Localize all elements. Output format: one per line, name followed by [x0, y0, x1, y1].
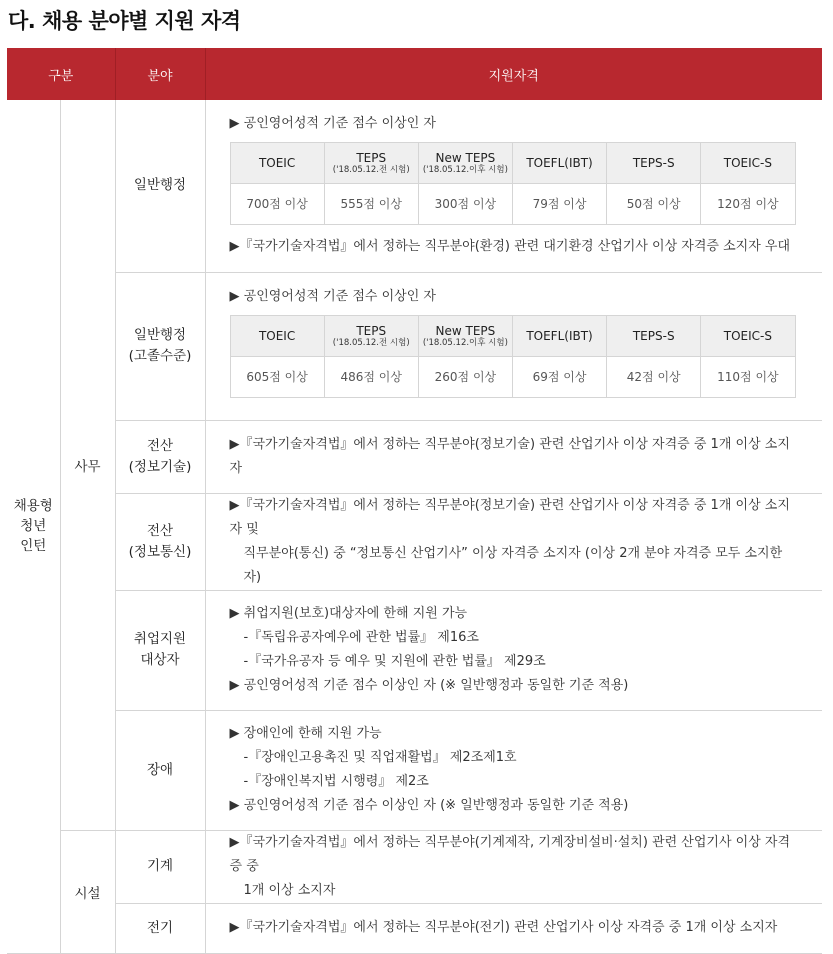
score-test-name: [701, 143, 795, 184]
score-test-name: [418, 143, 512, 184]
group-cell: [7, 100, 60, 953]
score-value: 50점 이상: [607, 184, 701, 225]
test-subnote: ('18.05.12.이후 시험): [422, 165, 508, 176]
requirement-line: ▶ 공인영어성적 기준 점수 이상인 자 (※ 일반행정과 동일한 기준 적용): [229, 798, 629, 813]
score-value-row: [230, 356, 795, 397]
test-name: TEPS: [356, 323, 387, 338]
table-row: [7, 420, 822, 493]
requirement-subline: -『국가유공자 등 예우 및 지원에 관한 법률』 제29조: [243, 654, 546, 669]
requirement-cell: [205, 830, 822, 903]
requirement-cell: [205, 710, 822, 830]
requirement-cell: [205, 100, 822, 272]
table-row: [7, 100, 822, 272]
score-value: 300점 이상: [418, 184, 512, 225]
score-test-name: [324, 143, 418, 184]
group-label-line: 청년: [20, 518, 47, 535]
test-name: New TEPS: [435, 151, 496, 166]
qualification-table: [7, 48, 822, 954]
score-header-row: [230, 143, 795, 184]
requirement-text: ▶『국가기술자격법』에서 정하는 직무분야(정보기술) 관련 산업기사 이상 자격증 중 1개 이상 소지자: [229, 436, 790, 476]
header-gubun: 구분: [7, 48, 115, 100]
qualification-table-wrapper: [7, 48, 822, 954]
score-test-name: [418, 315, 512, 356]
score-value: 486점 이상: [324, 356, 418, 397]
test-name: TOEFL(IBT): [526, 156, 593, 171]
table-row: [7, 710, 822, 830]
requirement-cell: [205, 272, 822, 420]
test-name: TOEFL(IBT): [526, 328, 593, 343]
score-value: 605점 이상: [230, 356, 324, 397]
test-subnote: ('18.05.12.이후 시험): [422, 337, 508, 348]
score-test-name: [324, 315, 418, 356]
requirement-text: ▶『국가기술자격법』에서 정하는 직무분야(기계제작, 기계장비설비·설치) 관련 산업기사 이상 자격증 중: [229, 834, 791, 874]
field-label: 취업지원: [133, 631, 187, 647]
requirement-intro: ▶ 공인영어성적 기준 점수 이상인 자: [229, 116, 436, 132]
group-label-line: 인턴: [20, 538, 47, 555]
test-name: TOEIC-S: [723, 328, 772, 343]
score-test-name: [607, 315, 701, 356]
requirement-intro: ▶ 공인영어성적 기준 점수 이상인 자: [229, 288, 436, 304]
table-header-row: [7, 48, 822, 100]
requirement-subline: -『장애인고용촉진 및 직업재활법』 제2조제1호: [243, 750, 517, 765]
requirement-cell: [205, 903, 822, 953]
score-test-name: [701, 315, 795, 356]
score-test-name: [512, 143, 606, 184]
table-row: [7, 590, 822, 710]
field-label: 전산: [146, 522, 174, 539]
requirement-subline: -『장애인복지법 시행령』 제2조: [243, 774, 429, 789]
score-value: 555점 이상: [324, 184, 418, 225]
test-name: TEPS-S: [632, 328, 675, 343]
score-value: 120점 이상: [701, 184, 795, 225]
header-jagyeok: 지원자격: [205, 48, 822, 100]
test-name: TEPS-S: [632, 156, 675, 171]
requirement-cell: [205, 420, 822, 493]
score-test-name: [230, 143, 324, 184]
score-value: 69점 이상: [512, 356, 606, 397]
score-value: 42점 이상: [607, 356, 701, 397]
field-cell: [115, 590, 205, 710]
table-row: [7, 272, 822, 420]
field-cell: [115, 493, 205, 590]
test-subnote: ('18.05.12.전 시험): [332, 165, 410, 176]
field-cell: 전기: [115, 903, 205, 953]
field-cell: [115, 272, 205, 420]
field-sublabel: (정보기술): [128, 458, 192, 475]
header-bunya: 분야: [115, 48, 205, 100]
test-name: TOEIC: [258, 328, 296, 343]
field-cell: 일반행정: [115, 100, 205, 272]
score-header-row: [230, 315, 795, 356]
requirement-text-cont: 직무분야(통신) 중 “정보통신 산업기사” 이상 자격증 소지자 (이상 2개 분야 자격증 모두 소지한 자): [243, 545, 783, 585]
test-subnote: ('18.05.12.전 시험): [332, 337, 410, 348]
score-table: [230, 142, 796, 225]
table-row: [7, 830, 822, 903]
table-row: [7, 903, 822, 953]
category-siseol: 시설: [60, 830, 115, 953]
test-name: TOEIC-S: [723, 156, 772, 171]
table-row: [7, 493, 822, 590]
requirement-line: ▶ 장애인에 한해 지원 가능: [229, 726, 382, 741]
requirement-text: ▶『국가기술자격법』에서 정하는 직무분야(정보기술) 관련 산업기사 이상 자격증 중 1개 이상 소지자 및: [229, 497, 790, 537]
score-value: 79점 이상: [512, 184, 606, 225]
score-test-name: [230, 315, 324, 356]
requirement-text: ▶『국가기술자격법』에서 정하는 직무분야(전기) 관련 산업기사 이상 자격증 중 1개 이상 소지자: [229, 920, 778, 935]
test-name: New TEPS: [435, 323, 496, 338]
score-value-row: [230, 184, 795, 225]
field-sublabel: (고졸수준): [128, 348, 192, 364]
group-label: [8, 496, 59, 556]
score-table: [230, 315, 796, 398]
requirement-subline: -『독립유공자예우에 관한 법률』 제16조: [243, 630, 479, 645]
group-label-line: 채용형: [13, 498, 53, 515]
score-value: 110점 이상: [701, 356, 795, 397]
field-sublabel: (정보통신): [128, 543, 192, 560]
test-name: TOEIC: [258, 156, 296, 171]
score-test-name: [607, 143, 701, 184]
field-cell: [115, 420, 205, 493]
requirement-cell: [205, 590, 822, 710]
page-title: 다. 채용 분야별 지원 자격: [8, 9, 241, 33]
requirement-text-cont: 1개 이상 소지자: [243, 882, 336, 898]
field-sublabel: 대상자: [140, 652, 180, 668]
score-value: 260점 이상: [418, 356, 512, 397]
field-cell: 기계: [115, 830, 205, 903]
requirement-cell: [205, 493, 822, 590]
score-value: 700점 이상: [230, 184, 324, 225]
requirement-line: ▶ 공인영어성적 기준 점수 이상인 자 (※ 일반행정과 동일한 기준 적용): [229, 678, 629, 693]
field-label: 전산: [146, 437, 174, 454]
category-samu: 사무: [60, 100, 115, 830]
requirement-line: ▶ 취업지원(보호)대상자에 한해 지원 가능: [229, 606, 468, 621]
field-cell: 장애: [115, 710, 205, 830]
test-name: TEPS: [356, 151, 387, 166]
field-label: 일반행정: [133, 327, 187, 343]
requirement-note: ▶『국가기술자격법』에서 정하는 직무분야(환경) 관련 대기환경 산업기사 이상 자격증 소지자 우대: [229, 239, 791, 255]
score-test-name: [512, 315, 606, 356]
